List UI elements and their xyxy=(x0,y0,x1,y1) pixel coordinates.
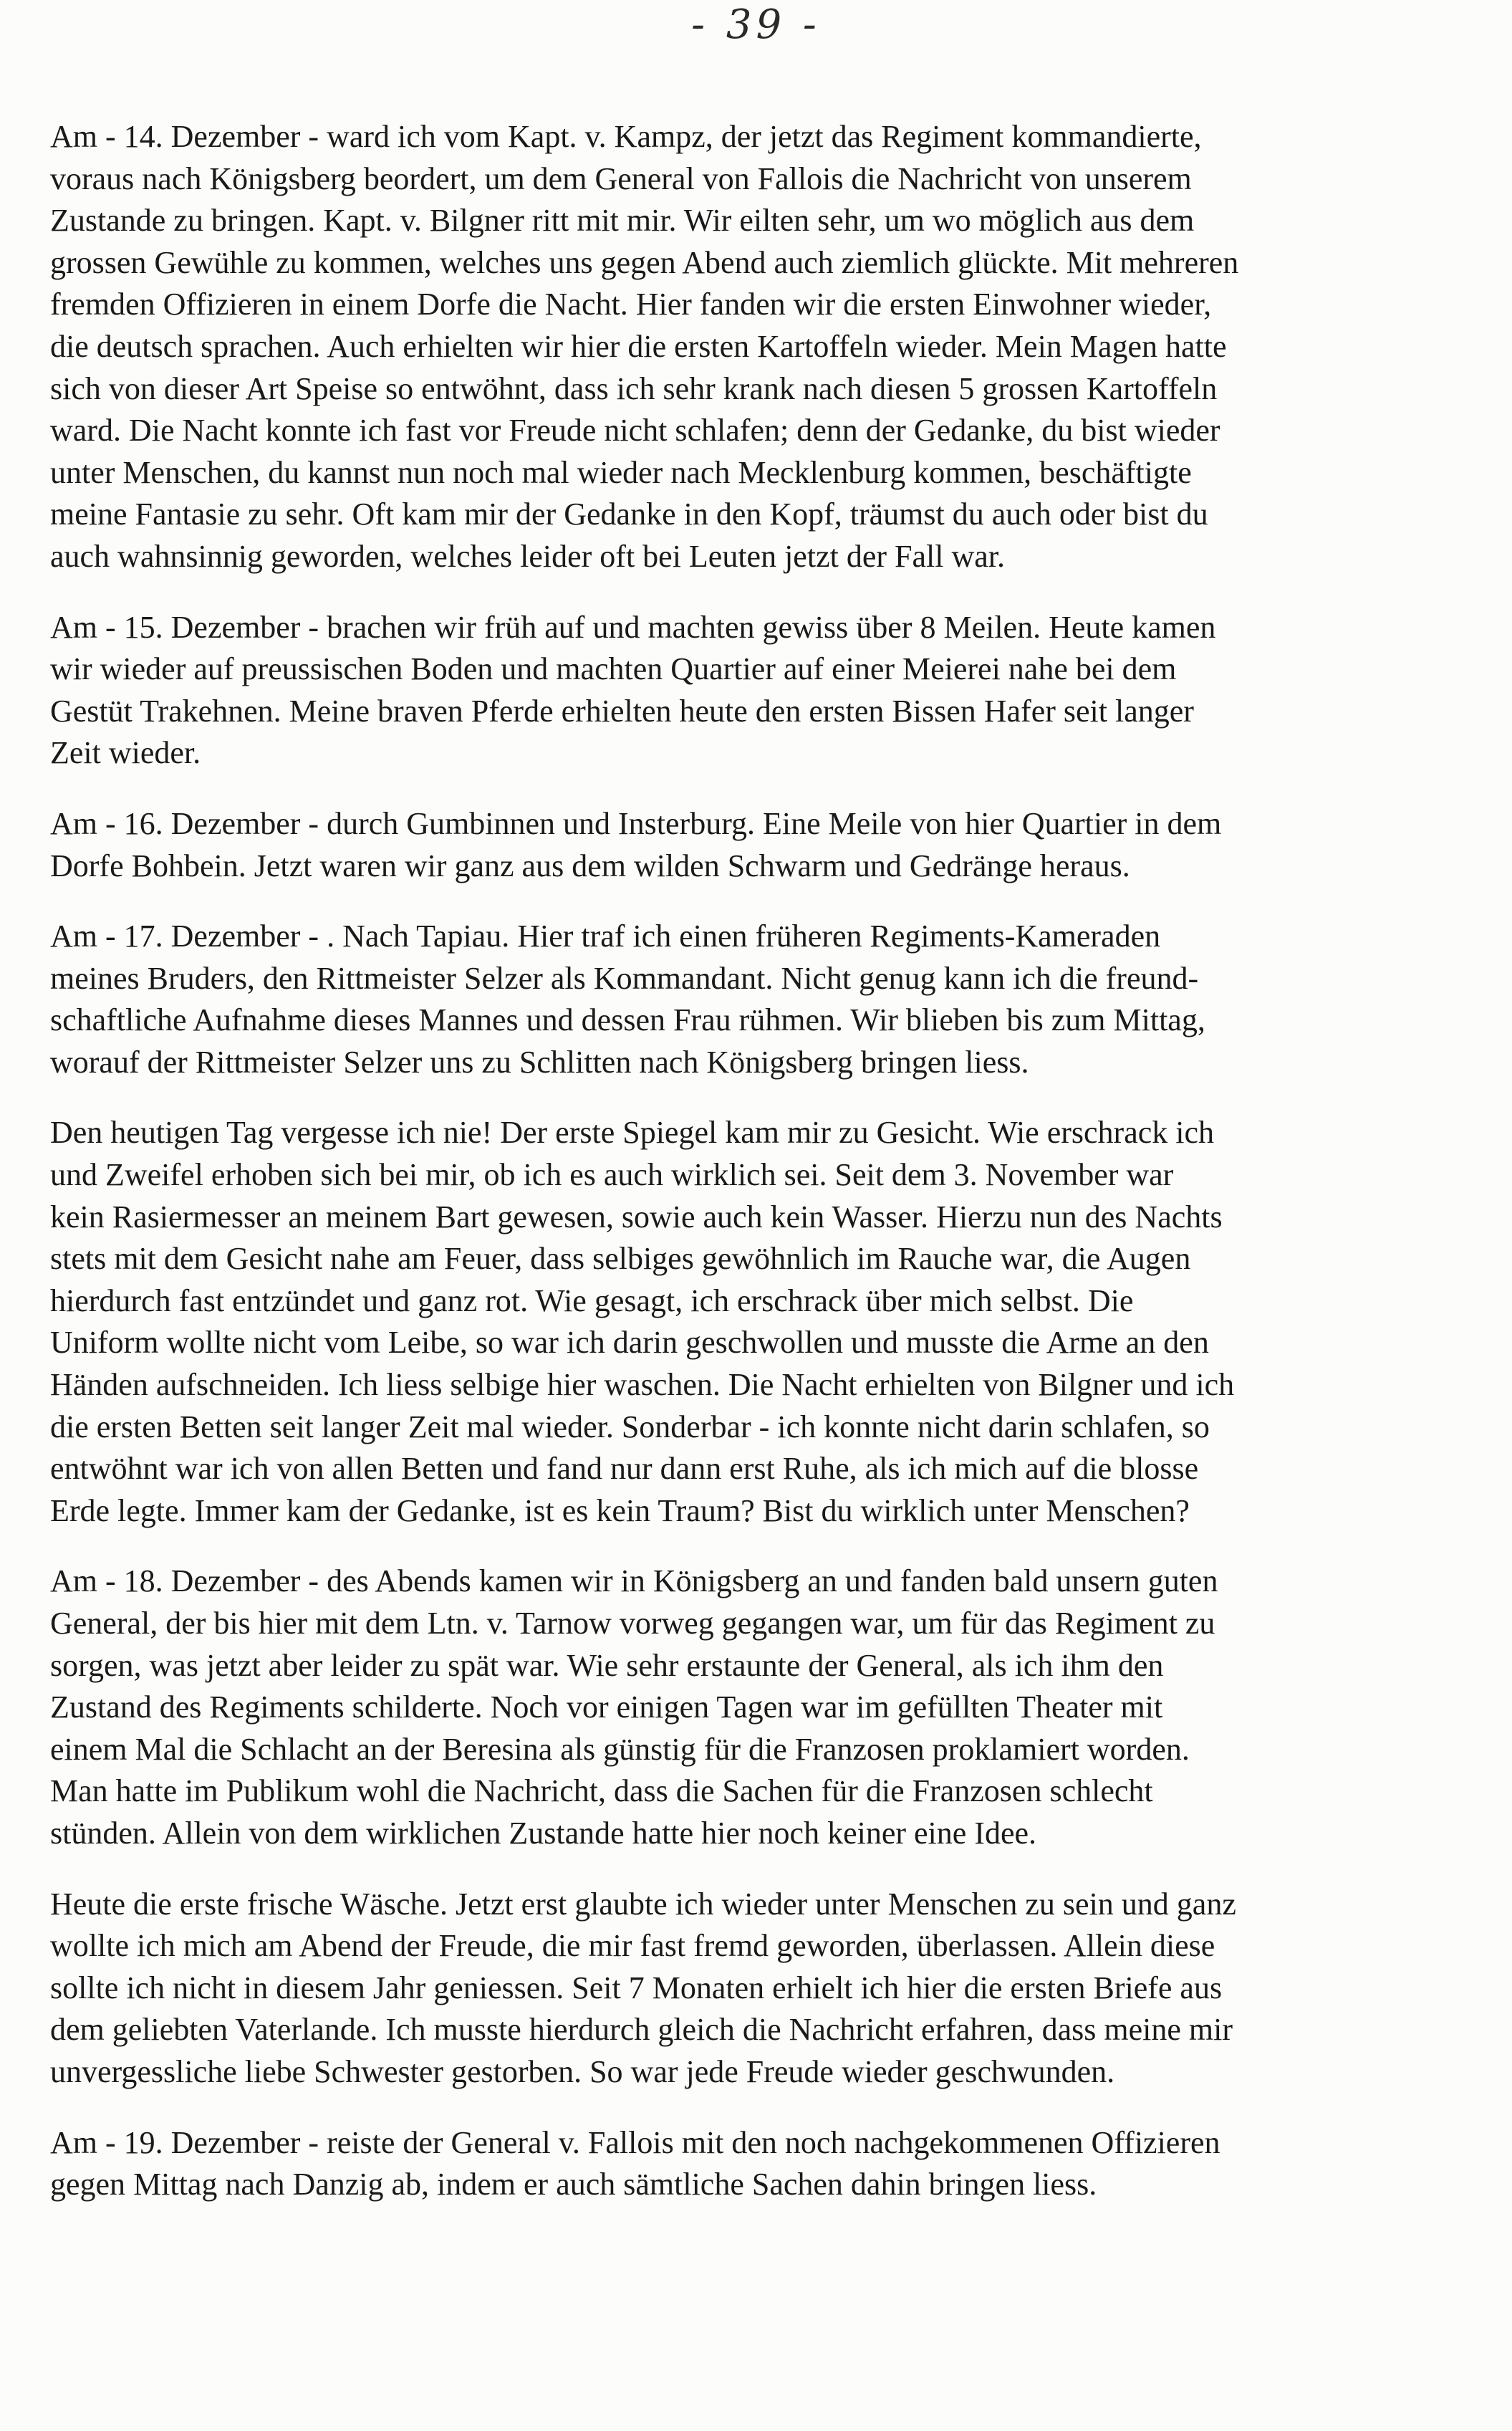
paragraph-fresh-laundry: Heute die erste frische Wäsche. Jetzt erst glaubte ich wieder unter Menschen zu sein und ganz wollte ich mich am Abend der Freude, die mir fast fremd geworden, überlassen. Allein diese sollte ich nicht in diesem Jahr geniessen. Seit 7 Monaten erhielt ich hier die ersten Briefe aus dem geliebten Vaterlande. Ich musste hierdurch gleich die Nachricht erfahren, dass meine mir unvergessliche liebe Schwester gestorben. So war jede Freude wieder geschwunden. xyxy=(50,1886,1236,2089)
paragraph-dec-19: Am - 19. Dezember - reiste der General v. Fallois mit den noch nachgekommenen Offizieren gegen Mittag nach Danzig ab, indem er auch sämtliche Sachen dahin bringen liess. xyxy=(50,2124,1220,2202)
paragraph-mirror: Den heutigen Tag vergesse ich nie! Der erste Spiegel kam mir zu Gesicht. Wie erschrack ich und Zweifel erhoben sich bei mir, ob ich es auch wirklich sei. Seit dem 3. November war kein Rasiermesser an meinem Bart gewesen, sowie auch kein Wasser. Hierzu nun des Nachts stets mit dem Gesicht nahe am Feuer, dass selbiges gewöhnlich im Rauche war, die Augen hierdurch fast entzündet und ganz rot. Wie gesagt, ich erschrack über mich selbst. Die Uniform wollte nicht vom Leibe, so war ich darin geschwollen und musste die Arme an den Händen aufschneiden. Ich liess selbige hier waschen. Die Nacht erhielten von Bilgner und ich die ersten Betten seit langer Zeit mal wieder. Sonderbar - ich konnte nicht darin schlafen, so entwöhnt war ich von allen Betten und fand nur dann erst Ruhe, als ich mich auf die blosse Erde legte. Immer kam der Gedanke, ist es kein Traum? Bist du wirklich unter Menschen? xyxy=(50,1115,1235,1528)
paragraph-dec-16: Am - 16. Dezember - durch Gumbinnen und Insterburg. Eine Meile von hier Quartier in dem Dorfe Bohbein. Jetzt waren wir ganz aus dem wilden Schwarm und Gedränge heraus. xyxy=(50,805,1222,883)
page-number: - 39 - xyxy=(691,1,821,48)
paragraph-dec-14: Am - 14. Dezember - ward ich vom Kapt. v. Kampz, der jetzt das Regiment kommandierte, voraus nach Königsberg beordert, um dem General von Fallois die Nachricht von unserem Zustande zu bringen. Kapt. v. Bilgner ritt mit mir. Wir eilten sehr, um wo möglich aus dem grossen Gewühle zu kommen, welches uns gegen Abend auch ziemlich glückte. Mit mehreren fremden Offizieren in einem Dorfe die Nacht. Hier fanden wir die ersten Einwohner wieder, die deutsch sprachen. Auch erhielten wir hier die ersten Kartoffeln wieder. Mein Magen hatte sich von dieser Art Speise so entwöhnt, dass ich sehr krank nach diesen 5 grossen Kartoffeln ward. Die Nacht konnte ich fast vor Freude nicht schlafen; denn der Gedanke, du bist wieder unter Menschen, du kannst nun noch mal wieder nach Mecklenburg kommen, beschäftigte meine Fantasie zu sehr. Oft kam mir der Gedanke in den Kopf, träumst du auch oder bist du auch wahnsinnig geworden, welches leider oft bei Leuten jetzt der Fall war. xyxy=(50,119,1239,574)
paragraph-dec-17: Am - 17. Dezember - . Nach Tapiau. Hier traf ich einen früheren Regiments-Kameraden meines Bruders, den Rittmeister Selzer als Kommandant. Nicht genug kann ich die freund- schaftliche Aufnahme dieses Mannes und dessen Frau rühmen. Wir blieben bis zum Mittag, worauf der Rittmeister Selzer uns zu Schlitten nach Königsberg bringen liess. xyxy=(50,919,1205,1080)
paragraph-dec-15: Am - 15. Dezember - brachen wir früh auf und machten gewiss über 8 Meilen. Heute kamen wir wieder auf preussischen Boden und machten Quartier auf einer Meierei nahe bei dem Gestüt Trakehnen. Meine braven Pferde erhielten heute den ersten Bissen Hafer seit langer Zeit wieder. xyxy=(50,609,1216,771)
document-body xyxy=(50,116,1490,2235)
paragraph-dec-18: Am - 18. Dezember - des Abends kamen wir in Königsberg an und fanden bald unsern guten General, der bis hier mit dem Ltn. v. Tarnow vorweg gegangen war, um für das Regiment zu sorgen, was jetzt aber leider zu spät war. Wie sehr erstaunte der General, als ich ihm den Zustand des Regiments schilderte. Noch vor einigen Tagen war im gefüllten Theater mit einem Mal die Schlacht an der Beresina als günstig für die Franzosen proklamiert worden. Man hatte im Publikum wohl die Nachricht, dass die Sachen für die Franzosen schlecht stünden. Allein von dem wirklichen Zustande hatte hier noch keiner eine Idee. xyxy=(50,1563,1218,1851)
